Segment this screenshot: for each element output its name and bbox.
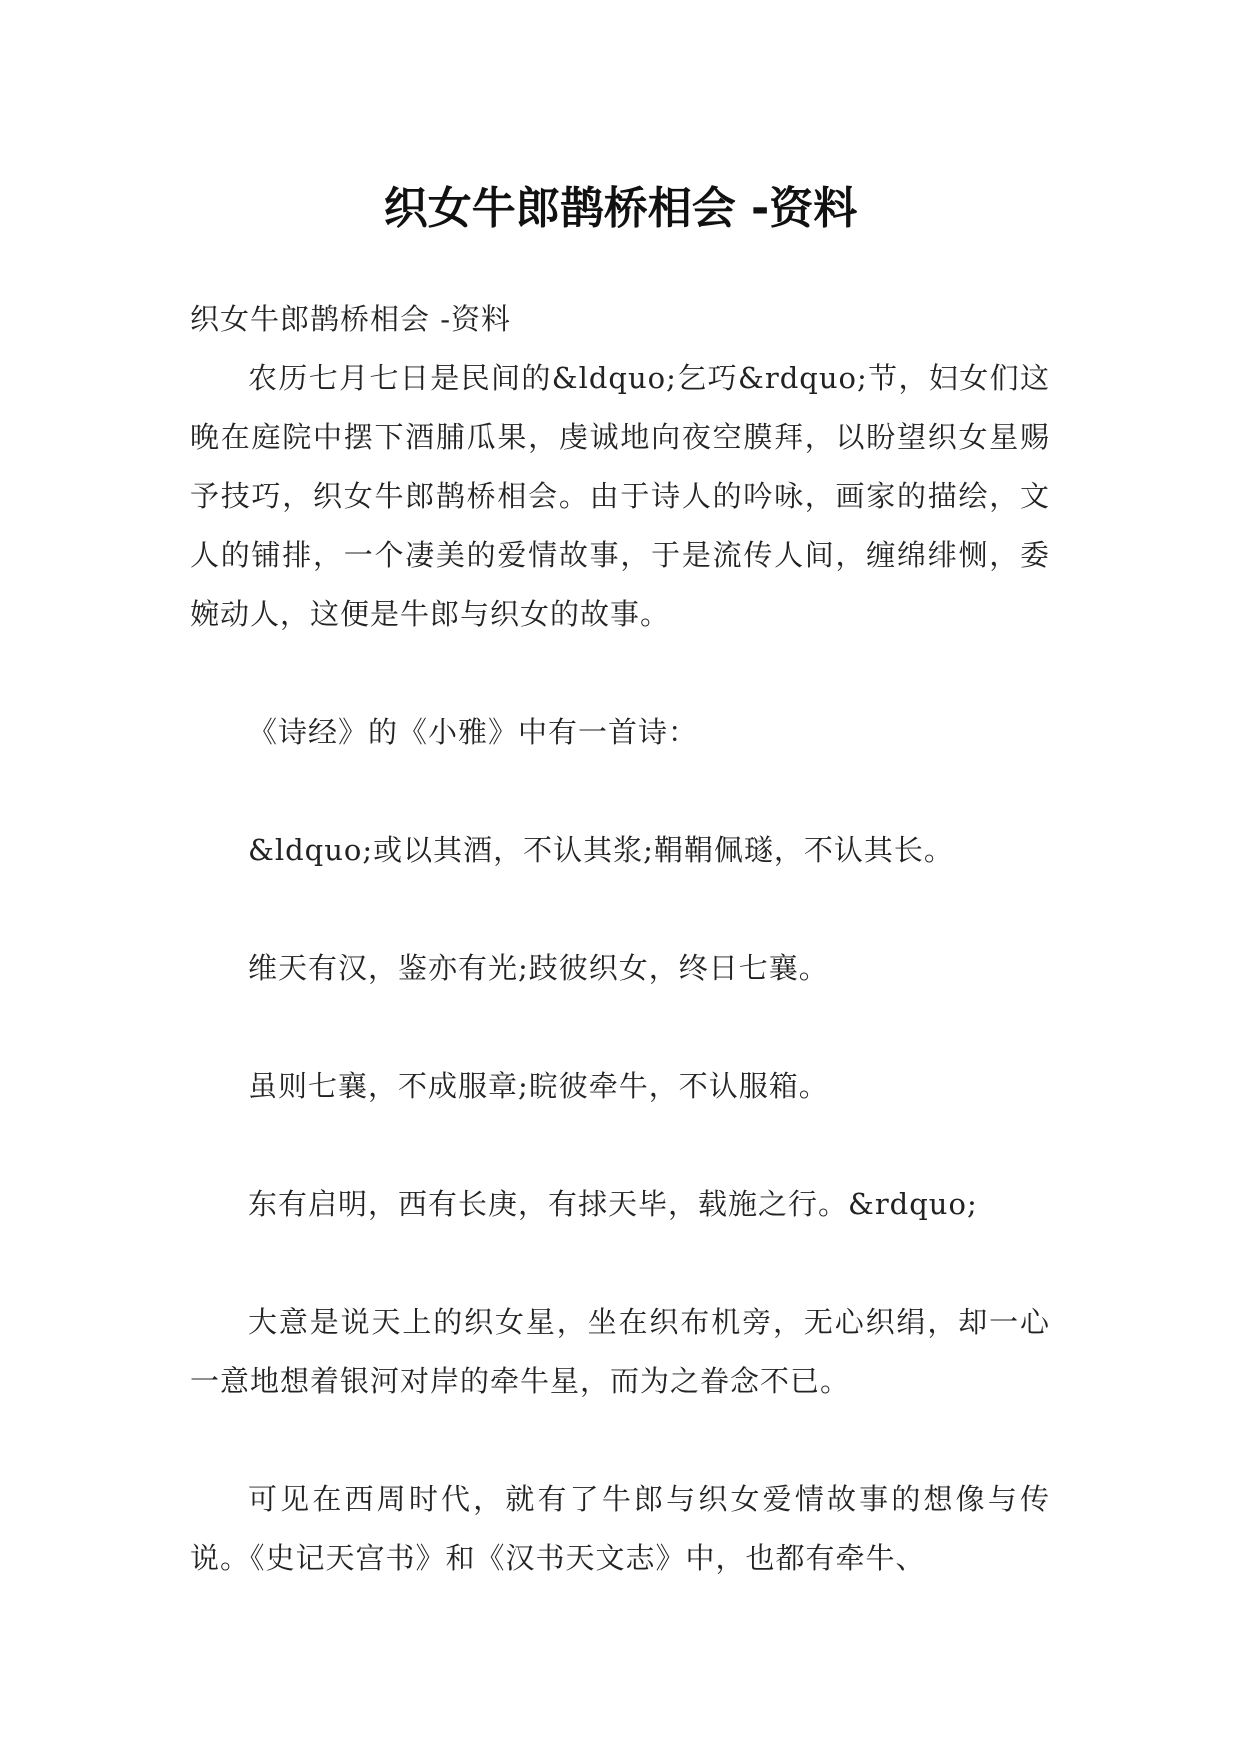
poem-line-4: 东有启明，西有长庚，有捄天毕，载施之行。&rdquo; xyxy=(248,1187,978,1221)
subtitle-line: 织女牛郎鹊桥相会 -资料 xyxy=(190,302,512,336)
paragraph-meaning: 大意是说天上的织女星，坐在织布机旁，无心织绢，却一心一意地想着银河对岸的牵牛星，而为之眷念不已。 xyxy=(190,1305,1050,1398)
paragraph-intro: 农历七月七日是民间的&ldquo;乞巧&rdquo;节，妇女们这晚在庭院中摆下酒脯瓜果，虔诚地向夜空膜拜，以盼望织女星赐予技巧，织女牛郎鹊桥相会。由于诗人的吟咏，画家的描绘，文人的铺排，一个凄美的爱情故事，于是流传人间，缠绵绯恻，委婉动人，这便是牛郎与织女的故事。 xyxy=(190,361,1050,631)
poem-line-1: &ldquo;或以其酒，不认其浆;鞙鞙佩璲，不认其长。 xyxy=(248,833,954,867)
paragraph-history: 可见在西周时代，就有了牛郎与织女爱情故事的想像与传说。《史记天宫书》和《汉书天文志》中，也都有牵牛、 xyxy=(190,1482,1050,1575)
poem-line-2: 维天有汉，鉴亦有光;跂彼织女，终日七襄。 xyxy=(248,951,829,985)
document-body xyxy=(190,290,1050,1588)
paragraph-shijing: 《诗经》的《小雅》中有一首诗： xyxy=(248,715,699,749)
poem-line-3: 虽则七襄，不成服章;睆彼牵牛，不认服箱。 xyxy=(248,1069,829,1103)
document-title: 织女牛郎鹊桥相会 -资料 xyxy=(383,183,858,235)
